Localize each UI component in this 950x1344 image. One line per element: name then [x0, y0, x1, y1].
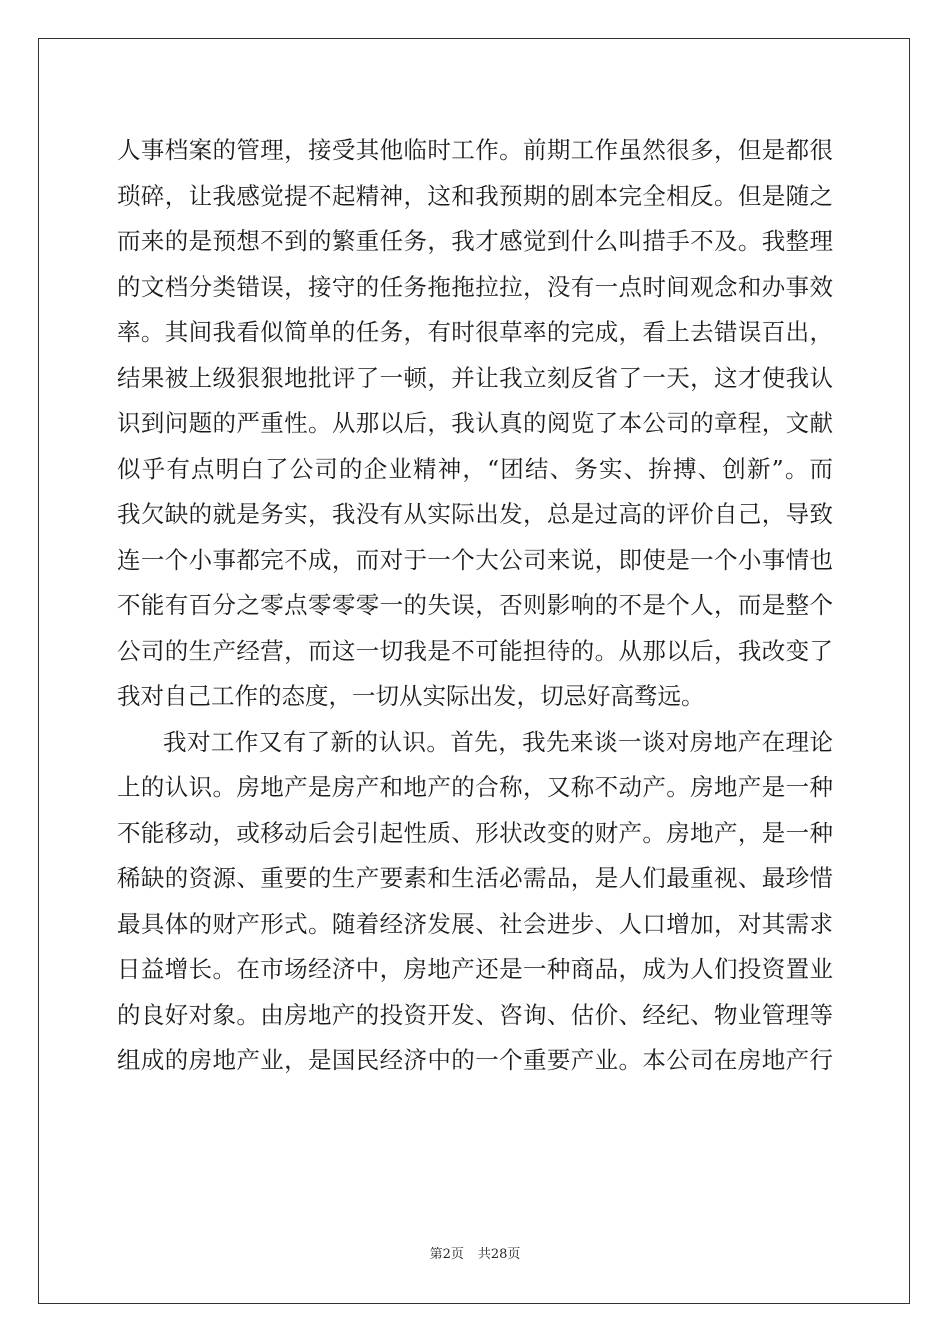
page-footer	[0, 1243, 950, 1262]
text-line: 人事档案的管理，接受其他临时工作。前期工作虽然很多，但是都很	[117, 136, 833, 164]
text-line: 而来的是预想不到的繁重任务，我才感觉到什么叫措手不及。我整理	[117, 227, 833, 255]
text-line: 的良好对象。由房地产的投资开发、咨询、估价、经纪、物业管理等	[117, 1000, 833, 1029]
text-line: 琐碎，让我感觉提不起精神，这和我预期的剧本完全相反。但是随之	[117, 181, 833, 210]
text-line: 上的认识。房地产是房产和地产的合称，又称不动产。房地产是一种	[117, 773, 833, 801]
text-line: 不能有百分之零点零零零一的失误，否则影响的不是个人，而是整个	[117, 591, 833, 619]
text-line: 率。其间我看似简单的任务，有时很草率的完成，看上去错误百出，	[117, 318, 833, 346]
page-total: 共28页	[477, 1247, 521, 1262]
text-line: 识到问题的严重性。从那以后，我认真的阅览了本公司的章程，文献	[117, 409, 833, 437]
page-number: 第2页	[429, 1247, 464, 1262]
text-line: 组成的房地产业，是国民经济中的一个重要产业。本公司在房地产行	[117, 1046, 833, 1074]
paragraph-end-line: 我对自己工作的态度，一切从实际出发，切忌好高骛远。	[117, 682, 705, 710]
text-line: 连一个小事都完不成，而对于一个大公司来说，即使是一个小事情也	[117, 545, 833, 574]
document-body	[117, 128, 833, 1084]
text-line: 的文档分类错误，接守的任务拖拖拉拉，没有一点时间观念和办事效	[117, 272, 833, 301]
paragraph-start-line: 我对工作又有了新的认识。首先，我先来谈一谈对房地产在理论	[163, 727, 833, 756]
text-line: 不能移动，或移动后会引起性质、形状改变的财产。房地产，是一种	[117, 818, 833, 847]
text-line: 结果被上级狠狠地批评了一顿，并让我立刻反省了一天，这才使我认	[117, 363, 833, 392]
text-line: 我欠缺的就是务实，我没有从实际出发，总是过高的评价自己，导致	[117, 500, 833, 528]
text-line: 日益增长。在市场经济中，房地产还是一种商品，成为人们投资置业	[117, 955, 833, 983]
text-line: 公司的生产经营，而这一切我是不可能担待的。从那以后，我改变了	[117, 636, 833, 665]
text-line: 最具体的财产形式。随着经济发展、社会进步、人口增加，对其需求	[117, 909, 833, 938]
text-line: 稀缺的资源、重要的生产要素和生活必需品，是人们最重视、最珍惜	[117, 864, 833, 892]
text-line: 似乎有点明白了公司的企业精神，“团结、务实、拚搏、创新”。而	[117, 454, 833, 483]
